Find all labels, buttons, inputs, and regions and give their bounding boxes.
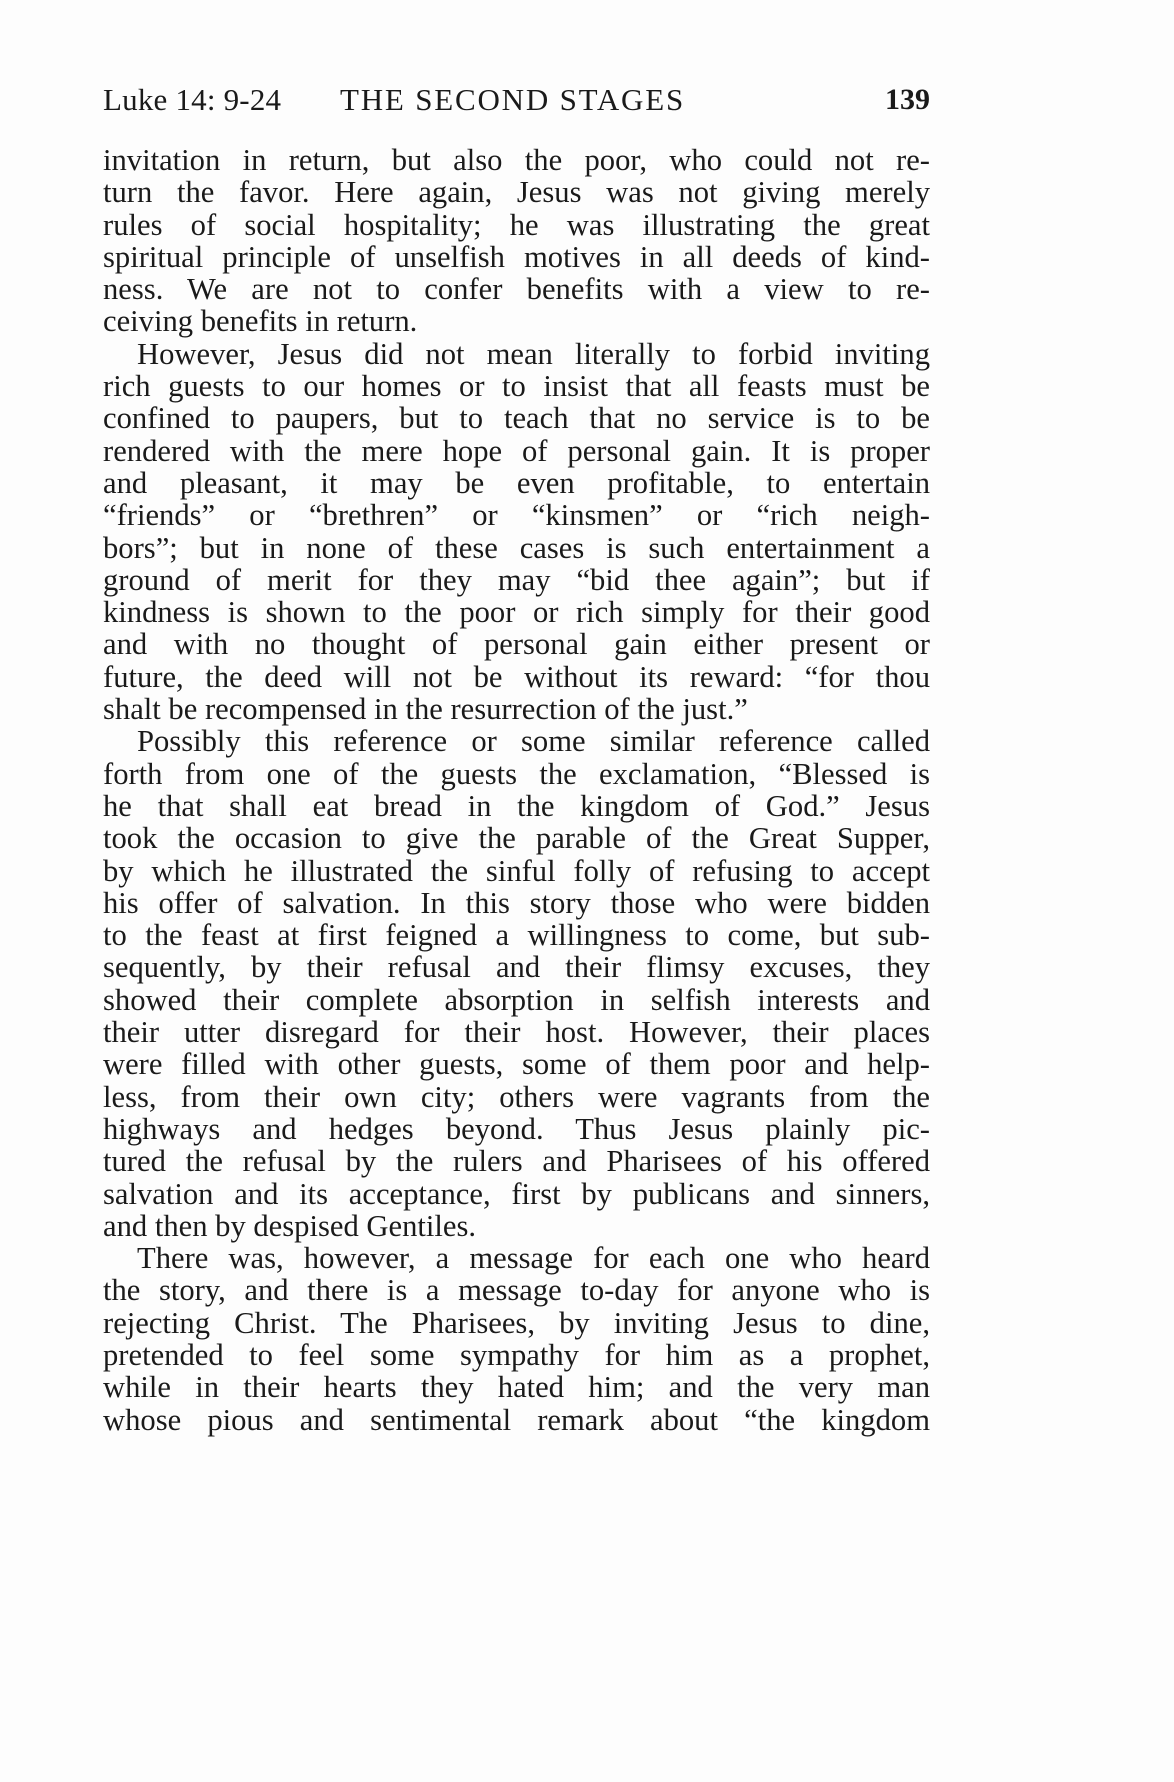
text-line: ceiving benefits in return.: [103, 304, 418, 339]
text-line: and pleasant, it may be even profitable, to entertain: [103, 465, 930, 500]
text-line: shalt be recompensed in the resurrection of the just.”: [103, 692, 748, 727]
text-line: ness. We are not to confer benefits with a view to re-: [103, 272, 930, 307]
text-line: rich guests to our homes or to insist that all feasts must be: [103, 369, 930, 404]
running-head: [103, 80, 930, 120]
text-line: turn the favor. Here again, Jesus was not giving merely: [103, 175, 930, 210]
text-line: and then by despised Gentiles.: [103, 1208, 476, 1243]
text-line: highways and hedges beyond. Thus Jesus plainly pic-: [103, 1111, 930, 1146]
text-line: future, the deed will not be without its reward: “for thou: [103, 659, 930, 694]
text-line: showed their complete absorption in selfish interests and: [103, 982, 930, 1017]
chapter-title: THE SECOND STAGES: [340, 82, 686, 117]
text-line: and with no thought of personal gain either present or: [103, 627, 930, 662]
text-line: to the feast at first feigned a willingness to come, but sub-: [103, 918, 930, 953]
text-line: rendered with the mere hope of personal gain. It is proper: [103, 433, 930, 468]
page-number: 139: [885, 83, 930, 116]
text-line: rules of social hospitality; he was illustrating the great: [103, 207, 930, 242]
text-line: whose pious and sentimental remark about “the kingdom: [103, 1402, 930, 1437]
text-line: kindness is shown to the poor or rich simply for their good: [103, 595, 930, 630]
text-line: their utter disregard for their host. However, their places: [103, 1015, 930, 1050]
text-line: took the occasion to give the parable of the Great Supper,: [103, 821, 930, 856]
text-line: “friends” or “brethren” or “kinsmen” or “rich neigh-: [103, 498, 930, 533]
text-line: rejecting Christ. The Pharisees, by inviting Jesus to dine,: [103, 1305, 930, 1340]
text-line: his offer of salvation. In this story those who were bidden: [103, 885, 930, 920]
text-line: less, from their own city; others were vagrants from the: [103, 1079, 930, 1114]
text-line: spiritual principle of unselfish motives in all deeds of kind-: [103, 239, 930, 274]
text-line: forth from one of the guests the exclamation, “Blessed is: [103, 756, 930, 791]
text-line: were filled with other guests, some of them poor and help-: [103, 1047, 930, 1082]
text-line: he that shall eat bread in the kingdom of God.” Jesus: [103, 788, 930, 823]
scripture-reference: Luke 14: 9-24: [103, 82, 282, 117]
text-line: by which he illustrated the sinful folly of refusing to accept: [103, 853, 930, 888]
paragraph-first-line: However, Jesus did not mean literally to forbid inviting: [137, 336, 930, 371]
text-line: tured the refusal by the rulers and Pharisees of his offered: [103, 1144, 930, 1179]
text-line: while in their hearts they hated him; and the very man: [103, 1370, 930, 1405]
text-line: pretended to feel some sympathy for him as a prophet,: [103, 1337, 930, 1372]
text-line: sequently, by their refusal and their flimsy excuses, they: [103, 950, 930, 985]
text-line: bors”; but in none of these cases is such entertainment a: [103, 530, 930, 565]
paragraph-first-line: There was, however, a message for each one who heard: [137, 1241, 930, 1276]
text-line: confined to paupers, but to teach that no service is to be: [103, 401, 930, 436]
text-line: ground of merit for they may “bid thee again”; but if: [103, 562, 930, 597]
paragraph-first-line: Possibly this reference or some similar reference called: [137, 724, 930, 759]
text-line: the story, and there is a message to-day for anyone who is: [103, 1273, 930, 1308]
body-text: [103, 144, 930, 1436]
text-line: salvation and its acceptance, first by publicans and sinners,: [103, 1176, 930, 1211]
text-line: invitation in return, but also the poor, who could not re-: [103, 143, 930, 177]
